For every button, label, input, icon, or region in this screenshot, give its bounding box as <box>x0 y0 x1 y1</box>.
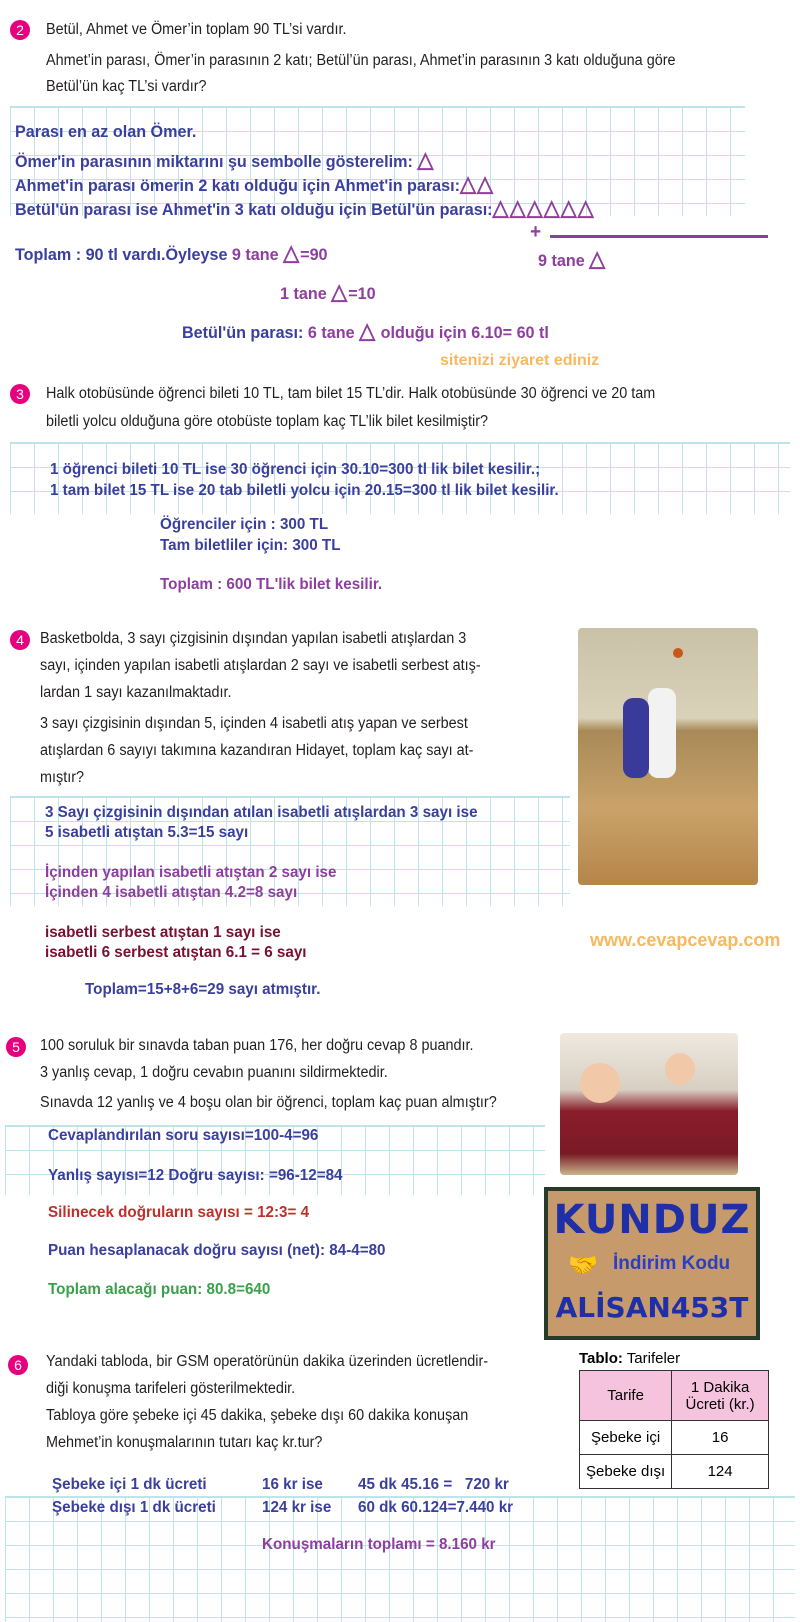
watermark-site: www.cevapcevap.com <box>590 930 781 950</box>
q4-answer-line: İçinden yapılan isabetli atıştan 2 sayı ise <box>45 864 337 881</box>
q6-total <box>262 1536 496 1554</box>
q5-answer-line: Puan hesaplanacak doğru sayısı (net): 84-4=80 <box>48 1242 386 1259</box>
table-cell: 16 <box>672 1421 769 1455</box>
triangle-icon: △ <box>589 246 607 271</box>
handshake-icon: 🤝 <box>568 1252 598 1279</box>
basketball-photo <box>578 628 758 885</box>
q4-answer-line: 5 isabetli atıştan 5.3=15 sayı <box>45 824 249 841</box>
q5-text <box>40 1032 497 1116</box>
q6-answer-cell: 60 dk 60.124=7.440 kr <box>358 1499 514 1516</box>
q3-answer-line: Öğrenciler için : 300 TL <box>160 516 329 533</box>
q5-line: 3 yanlış cevap, 1 doğru cevabın puanını sildirmektedir. <box>40 1064 388 1081</box>
q4-line: sayı, içinden yapılan isabetli atışlardan 2 sayı ve isabetli serbest atış- <box>40 657 481 674</box>
q5-answer-line: Toplam alacağı puan: 80.8=640 <box>48 1281 271 1298</box>
q2-answer-line: Parası en az olan Ömer. <box>15 122 197 141</box>
triangle-icon: △ <box>417 147 435 172</box>
q5-answer-line: Silinecek doğruların sayısı = 12:3= 4 <box>48 1204 310 1221</box>
q4-text <box>40 625 481 791</box>
answer-text: =90 <box>300 245 328 264</box>
table-cell: Şebeke dışı <box>580 1455 672 1489</box>
sum-line <box>550 235 768 238</box>
q4-answer-line: isabetli 6 serbest atıştan 6.1 = 6 sayı <box>45 944 307 961</box>
q3-text: biletli yolcu olduğuna göre otobüste toplam kaç TL’lik bilet kesilmiştir? <box>46 413 489 430</box>
caption-text: Tarifeler <box>626 1350 681 1367</box>
question-number-badge: 5 <box>6 1037 26 1057</box>
q2-answer-line <box>280 279 376 305</box>
q4-line: mıştır? <box>40 769 85 786</box>
q3-answer-line: Toplam : 600 TL'lik bilet kesilir. <box>160 576 383 593</box>
triangle-icon: △ <box>359 318 377 343</box>
kunduz-ad[interactable] <box>544 1187 760 1340</box>
q4-line: lardan 1 sayı kazanılmaktadır. <box>40 684 232 701</box>
answer-text: olduğu için 6.10= 60 tl <box>380 323 549 342</box>
triangle-icon: △△ <box>460 171 495 196</box>
q2-text: Betül’ün kaç TL’si vardır? <box>46 78 207 95</box>
q6-line: Yandaki tabloda, bir GSM operatörünün dakika üzerinden ücretlendir- <box>46 1353 489 1370</box>
q6-answer-cell: Şebeke dışı 1 dk ücreti <box>52 1499 216 1516</box>
q5-line: Sınavda 12 yanlış ve 4 boşu olan bir öğrenci, toplam kaç puan almıştır? <box>40 1094 497 1111</box>
q3-answer-line: 1 tam bilet 15 TL ise 20 tab biletli yolcu için 20.15=300 tl lik bilet kesilir. <box>50 482 559 499</box>
answer-text: 8.160 kr <box>438 1536 496 1553</box>
q6-line: Mehmet’in konuşmalarının tutarı kaç kr.tur? <box>46 1434 323 1451</box>
students-photo <box>560 1033 738 1175</box>
answer-text: Toplam : 90 tl vardı.Öyleyse <box>15 245 228 264</box>
answer-text: Betül'ün parası: <box>182 323 304 342</box>
q4-answer-line: isabetli serbest atıştan 1 sayı ise <box>45 924 281 941</box>
tariff-table <box>579 1370 769 1489</box>
q6-answer-cell: 45 dk 45.16 = 720 kr <box>358 1476 509 1493</box>
q6-line: diği konuşma tarifeleri gösterilmektedir. <box>46 1380 296 1397</box>
q4-answer-line: 3 Sayı çizgisinin dışından atılan isabetli atışlardan 3 sayı ise <box>45 804 478 821</box>
answer-text: Konuşmaların toplamı = <box>262 1536 435 1553</box>
answer-text: Ahmet'in parası ömerin 2 katı olduğu için Ahmet'in parası: <box>15 176 461 195</box>
q2-answer-text <box>538 246 606 272</box>
triangle-icon: △ <box>331 279 349 304</box>
triangle-icon: △ <box>283 240 301 265</box>
q6-answer-cell: 124 kr ise <box>262 1499 332 1516</box>
q3-text: Halk otobüsünde öğrenci bileti 10 TL, tam bilet 15 TL’dir. Halk otobüsünde 30 öğrenci ve 20 tam <box>46 385 656 402</box>
ad-brand: KUNDUZ <box>553 1197 751 1243</box>
answer-text: =10 <box>348 284 376 303</box>
q5-answer-line: Cevaplandırılan soru sayısı=100-4=96 <box>48 1127 319 1144</box>
table-cell: 124 <box>672 1455 769 1489</box>
answer-text: Ömer'in parasının miktarını şu sembolle gösterelim: <box>15 152 413 171</box>
q6-answer-cell: 16 kr ise <box>262 1476 323 1493</box>
ad-code: ALİSAN453T <box>555 1291 749 1324</box>
q3-answer-line: Tam biletliler için: 300 TL <box>160 537 341 554</box>
q2-answer-line <box>182 318 549 344</box>
answer-text: 1 tane <box>280 284 327 303</box>
q2-text: Ahmet’in parası, Ömer’in parasının 2 katı; Betül’ün parası, Ahmet’in parasının 3 katı olduğuna göre <box>46 52 676 69</box>
q3-answer-line: 1 öğrenci bileti 10 TL ise 30 öğrenci için 30.10=300 tl lik bilet kesilir.; <box>50 461 541 478</box>
q4-line: 3 sayı çizgisinin dışından 5, içinden 4 isabetli atış yapan ve serbest <box>40 715 468 732</box>
table-cell: Şebeke içi <box>580 1421 672 1455</box>
q6-text <box>46 1348 488 1456</box>
q4-line: Basketbolda, 3 sayı çizgisinin dışından yapılan isabetli atışlardan 3 <box>40 630 467 647</box>
triangle-icon: △△△△△△ <box>492 195 595 220</box>
question-number-badge: 3 <box>10 384 30 404</box>
q2-answer-line <box>15 147 434 173</box>
table-header: 1 Dakika Ücreti (kr.) <box>672 1371 769 1421</box>
question-number-badge: 6 <box>8 1355 28 1375</box>
table-header: Tarife <box>580 1371 672 1421</box>
q4-line: atışlardan 6 sayıyı takımına kazandıran Hidayet, toplam kaç sayı at- <box>40 742 474 759</box>
plus-sign: + <box>530 221 542 243</box>
question-number-badge: 2 <box>10 20 30 40</box>
q5-answer-line: Yanlış sayısı=12 Doğru sayısı: =96-12=84 <box>48 1167 343 1184</box>
question-number-badge: 4 <box>10 630 30 650</box>
ad-subtitle: İndirim Kodu <box>613 1253 731 1274</box>
q4-answer-line: Toplam=15+8+6=29 sayı atmıştır. <box>85 981 321 998</box>
q2-answer-line <box>15 195 595 221</box>
table-caption <box>579 1350 680 1367</box>
q4-answer-line: İçinden 4 isabetli atıştan 4.2=8 sayı <box>45 884 298 901</box>
q6-line: Tabloya göre şebeke içi 45 dakika, şebeke dışı 60 dakika konuşan <box>46 1407 469 1424</box>
q6-answer-cell: Şebeke içi 1 dk ücreti <box>52 1476 207 1493</box>
answer-text: Betül'ün parası ise Ahmet'in 3 katı olduğu için Betül'ün parası: <box>15 200 493 219</box>
answer-text: 9 tane <box>231 245 279 264</box>
q2-answer-line <box>15 171 494 197</box>
watermark-visit: sitenizi ziyaret ediniz <box>440 352 600 369</box>
q5-line: 100 soruluk bir sınavda taban puan 176, her doğru cevap 8 puandır. <box>40 1037 474 1054</box>
answer-text: 9 tane <box>538 251 585 270</box>
answer-text: 6 tane <box>307 323 355 342</box>
caption-label: Tablo: <box>579 1350 623 1367</box>
q2-text: Betül, Ahmet ve Ömer’in toplam 90 TL’si vardır. <box>46 21 347 38</box>
q2-answer-line <box>15 240 328 266</box>
